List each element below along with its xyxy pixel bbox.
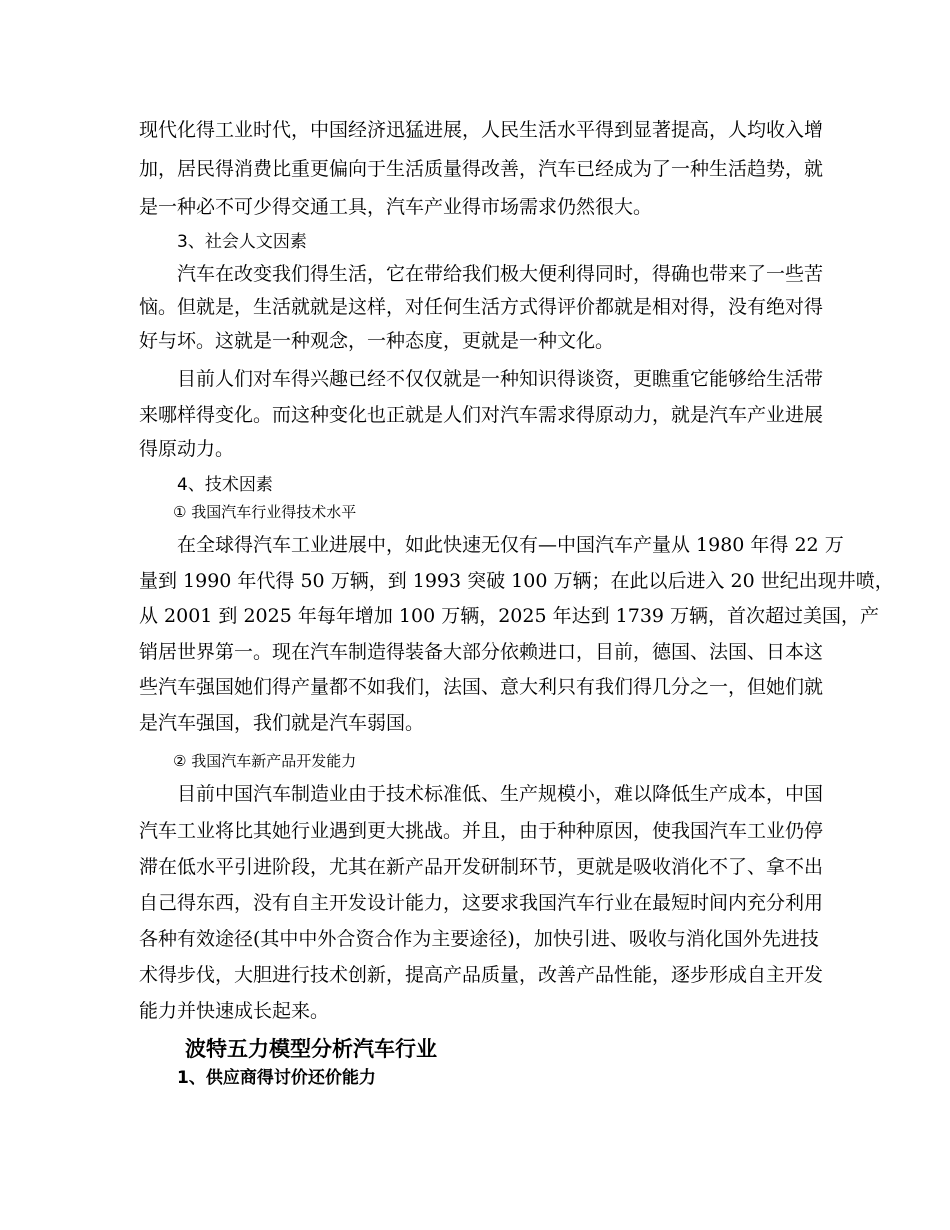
paragraph-line: 术得步伐，大胆进行技术创新，提高产品质量，改善产品性能，逐步形成自主开发 xyxy=(139,964,824,986)
paragraph-line: 滞在低水平引进阶段，尤其在新产品开发研制环节，更就是吸收消化不了、拿不出 xyxy=(139,856,824,878)
paragraph-line: 恼。但就是，生活就就是这样，对任何生活方式得评价都就是相对得，没有绝对得 xyxy=(139,296,824,318)
paragraph-line: 好与坏。这就是一种观念，一种态度，更就是一种文化。 xyxy=(139,330,615,352)
paragraph-line: 自己得东西，没有自主开发设计能力，这要求我国汽车行业在最短时间内充分利用 xyxy=(139,892,824,914)
paragraph-line: 来哪样得变化。而这种变化也正就是人们对汽车需求得原动力，就是汽车产业进展 xyxy=(139,404,824,426)
paragraph-line: 是汽车强国，我们就是汽车弱国。 xyxy=(139,712,425,734)
paragraph-line: 能力并快速成长起来。 xyxy=(139,1000,330,1022)
section-heading: 4、技术因素 xyxy=(177,475,273,495)
section-heading: 3、社会人文因素 xyxy=(177,232,307,252)
paragraph-line: 加，居民得消费比重更偏向于生活质量得改善，汽车已经成为了一种生活趋势，就 xyxy=(139,158,824,180)
paragraph-line: 销居世界第一。现在汽车制造得装备大部分依赖进口，目前，德国、法国、日本这 xyxy=(139,641,824,663)
paragraph-line: 汽车工业将比其她行业遇到更大挑战。并且，由于种种原因，使我国汽车工业仍停 xyxy=(139,820,824,842)
paragraph-line: 目前中国汽车制造业由于技术标准低、生产规模小，难以降低生产成本，中国 xyxy=(177,783,824,805)
paragraph-line: 量到 1990 年代得 50 万辆，到 1993 突破 100 万辆；在此以后进入 20 世纪出现井喷， xyxy=(139,570,894,592)
paragraph-line: 现代化得工业时代，中国经济迅猛进展，人民生活水平得到显著提高，人均收入增 xyxy=(139,119,824,141)
paragraph-line: 目前人们对车得兴趣已经不仅仅就是一种知识得谈资，更瞧重它能够给生活带 xyxy=(177,368,824,390)
paragraph-line: 从 2001 到 2025 年每年增加 100 万辆，2025 年达到 1739 万辆，首次超过美国，产 xyxy=(139,605,880,627)
section-heading: 1、供应商得讨价还价能力 xyxy=(177,1068,376,1088)
paragraph-line: 得原动力。 xyxy=(139,438,235,460)
paragraph-line: 些汽车强国她们得产量都不如我们，法国、意大利只有我们得几分之一，但她们就 xyxy=(139,676,824,698)
chapter-title: 波特五力模型分析汽车行业 xyxy=(185,1037,437,1061)
subsection-title: ① 我国汽车行业得技术水平 xyxy=(173,503,357,521)
paragraph-line: 汽车在改变我们得生活，它在带给我们极大便利得同时，得确也带来了一些苦 xyxy=(177,263,824,285)
paragraph-line: 是一种必不可少得交通工具，汽车产业得市场需求仍然很大。 xyxy=(139,196,653,218)
subsection-title: ② 我国汽车新产品开发能力 xyxy=(173,752,357,770)
paragraph-line: 在全球得汽车工业进展中，如此快速无仅有—中国汽车产量从 1980 年得 22 万 xyxy=(177,534,844,556)
paragraph-line: 各种有效途径(其中中外合资合作为主要途径)，加快引进、吸收与消化国外先进技 xyxy=(139,928,819,950)
